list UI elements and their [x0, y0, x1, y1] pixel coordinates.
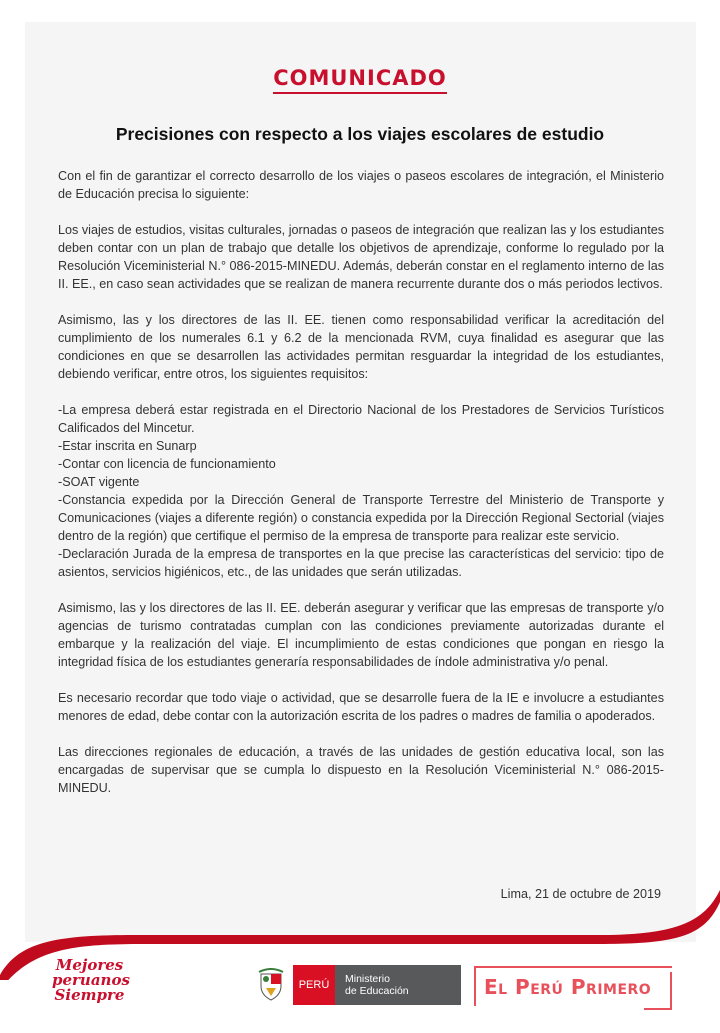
peru-label: PERÚ: [293, 965, 335, 1005]
logo-text: Siempre: [54, 986, 125, 1004]
requirement-item: -SOAT vigente: [58, 475, 140, 489]
requirement-item: -Estar inscrita en Sunarp: [58, 439, 197, 453]
requirement-item: -La empresa deberá estar registrada en el Directorio Nacional de los Prestadores de Servicios Turísticos Calificados del Mincetur.: [58, 403, 664, 435]
document-date: Lima, 21 de octubre de 2019: [500, 887, 661, 901]
paragraph: Las direcciones regionales de educación, a través de las unidades de gestión educativa local, son las encargadas de supervisar que se cumpla lo dispuesto en la Resolución Viceministerial N.° 086-2015-MINEDU.: [58, 745, 664, 795]
requirement-item: -Declaración Jurada de la empresa de transportes en la que precise las características del servicio: tipo de asientos, servicios higiénicos, etc., de las unidades que serán utilizadas.: [58, 547, 664, 579]
requirements-list: [58, 401, 664, 581]
logo-text: Mejores: [55, 956, 124, 974]
paragraph: Asimismo, las y los directores de las II. EE. deberán asegurar y verificar que las empresas de transporte y/o agencias de turismo contratadas cumplan con las condiciones previamente autorizadas durante el embarque y la realización del viaje. El incumplimiento de estas condiciones que pongan en riesgo la integridad física de los estudiantes generaría responsabilidades de índole administrativa y/o penal.: [58, 601, 664, 669]
document-body: [58, 167, 664, 815]
ministerio-line: de Educación: [345, 985, 409, 997]
mejores-peruanos-siempre-logo: [52, 956, 130, 1004]
el-peru-primero-text: El Perú Primero: [484, 975, 652, 999]
paragraph: Asimismo, las y los directores de las II. EE. tienen como responsabilidad verificar la acreditación del cumplimiento de los numerales 6.1 y 6.2 de la mencionada RVM, cuya finalidad es asegurar que las condiciones en que se desarrollen las actividades permitan resguardar la integridad de los estudiantes, debiendo verificar, entre otros, los siguientes requisitos:: [58, 313, 664, 381]
document-title: [0, 66, 720, 90]
title-text: COMUNICADO: [273, 66, 447, 94]
requirement-item: -Contar con licencia de funcionamiento: [58, 457, 276, 471]
paragraph: Es necesario recordar que todo viaje o actividad, que se desarrolle fuera de la IE e involucre a estudiantes menores de edad, debe contar con la autorización escrita de los padres o madres de familia o apoderados.: [58, 691, 664, 723]
peru-coat-of-arms-icon: [257, 968, 285, 1002]
minedu-logo: [257, 965, 461, 1005]
logo-text: peruanos: [52, 971, 130, 989]
paragraph: Los viajes de estudios, visitas culturales, jornadas o paseos de integración que realizan las y los estudiantes deben contar con un plan de trabajo que detalle los objetivos de aprendizaje, conforme lo regulado por la Resolución Viceministerial N.° 086-2015-MINEDU. Además, deberán constar en el reglamento interno de las II. EE., en caso sean actividades que se realizan de manera recurrente durante dos o más periodos lectivos.: [58, 223, 664, 291]
el-peru-primero-logo: [474, 966, 672, 1006]
paragraph: Con el fin de garantizar el correcto desarrollo de los viajes o paseos escolares de integración, el Ministerio de Educación precisa lo siguiente:: [58, 169, 664, 201]
requirement-item: -Constancia expedida por la Dirección General de Transporte Terrestre del Ministerio de Transporte y Comunicaciones (viajes a diferente región) o constancia expedida por la Dirección Regional Sectorial (viajes dentro de la región) que certifique el permiso de la empresa de transporte para realizar este servicio.: [58, 493, 664, 543]
ministerio-line: Ministerio: [345, 973, 390, 985]
document-subtitle: Precisiones con respecto a los viajes escolares de estudio: [115, 124, 605, 144]
ministerio-label: [335, 965, 461, 1005]
